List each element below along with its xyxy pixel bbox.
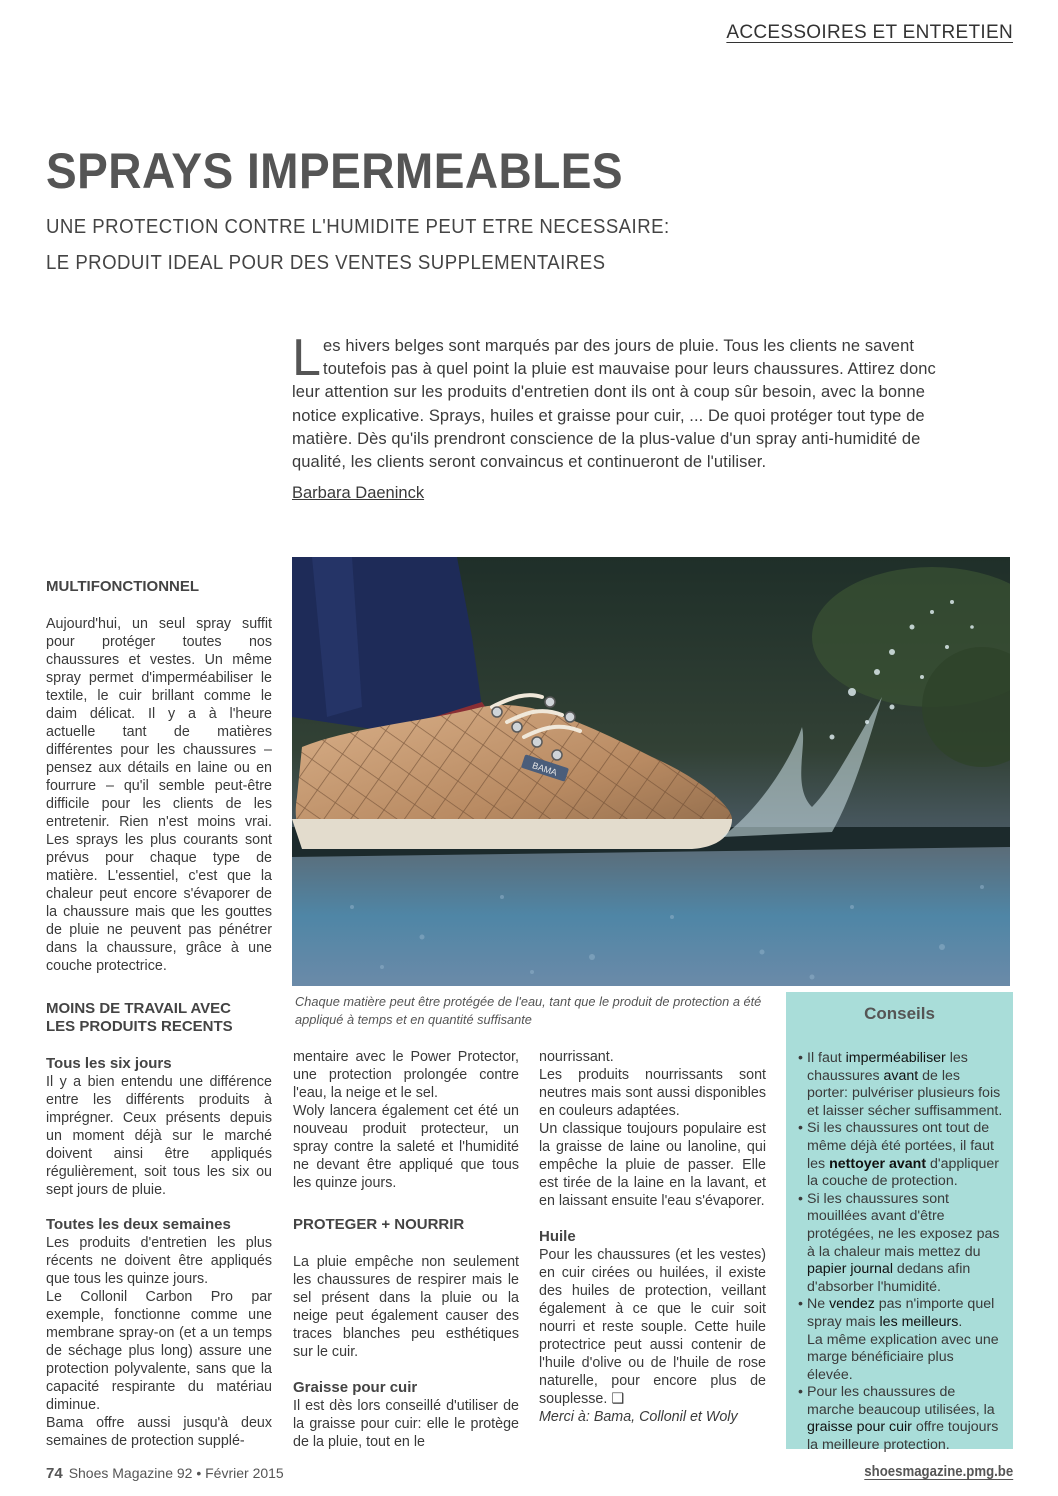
heading-moins-line1: MOINS DE TRAVAIL AVEC: [46, 1000, 232, 1017]
article-subtitle-line2: LE PRODUIT IDEAL POUR DES VENTES SUPPLEMENTAIRES: [46, 252, 606, 274]
tips-list: [798, 1050, 1003, 1455]
tip-text: Ne: [807, 1296, 830, 1313]
shoe-brand-tag: BAMA: [531, 760, 559, 778]
intro-dropcap: L: [292, 329, 322, 387]
paragraph-deux-semaines-3: Bama offre aussi jusqu'à deux semaines de protection supplé-: [46, 1415, 272, 1449]
paragraph-deux-semaines-2: Le Collonil Carbon Pro par exemple, fonctionne comme une membrane spray-on (et a un temps de séchage plus long) assure une protection polyvalente, sans que la capacité respirante du matériau diminue.: [46, 1289, 272, 1413]
photo-caption: Chaque matière peut être protégée de l'eau, tant que le produit de protection a été appliqué à temps et en quantité suffisante: [295, 994, 762, 1027]
tip-item: [798, 1120, 1003, 1190]
end-mark-icon: ❑: [611, 1391, 625, 1407]
tips-box: [786, 992, 1013, 1454]
footer-website-link[interactable]: shoesmagazine.pmg.be: [864, 1463, 1013, 1480]
heading-proteger-nourrir: PROTEGER + NOURRIR: [293, 1216, 465, 1233]
tips-title: Conseils: [864, 1004, 935, 1023]
tip-keyword: graisse pour cuir: [807, 1419, 912, 1436]
tip-text: Si les chaussures ont tout de même déjà été portées, il faut les: [807, 1120, 994, 1172]
paragraph-power-protector: mentaire avec le Power Protector, une protection prolongée contre l'eau, la neige et le sel.: [293, 1049, 519, 1101]
tip-text: les chaussures: [807, 1050, 968, 1084]
paragraph-multifonctionnel: Aujourd'hui, un seul spray suffit pour protéger toutes nos chaussures et vestes. Un même spray permet d'imperméabiliser le textile, le cuir brillant comme le daim délicat. Il y a à l'heure actuelle tant de matières différentes pour les chaussures – pensez aux détails en laine ou en fourrure – qu'il semble peut-être difficile pour les clients de les entretenir. Rien n'est moins vrai. Les sprays les plus courants sont prévus pour chaque type de matière. L'essentiel, c'est que la chaleur peut encore s'évaporer de la chaussure mais que les gouttes de pluie ne peuvent pas pénétrer dans la chaussure, grâce à une couche protectrice.: [46, 616, 272, 974]
tip-keyword: nettoyer avant: [829, 1155, 927, 1172]
paragraph-lanoline: Un classique toujours populaire est la graisse de laine ou lanoline, qui empêche la pluie de passer. Elle est tirée de la laine en la lavant, et en laissant ensuite l'eau s'évaporer.: [539, 1121, 766, 1209]
heading-deux-semaines: Toutes les deux semaines: [46, 1216, 231, 1233]
heading-six-jours: Tous les six jours: [46, 1055, 172, 1072]
tip-text: dedans afin d'absorber l'humidité.: [807, 1261, 971, 1295]
tip-item: [798, 1191, 1003, 1297]
heading-moins-line2: LES PRODUITS RECENTS: [46, 1018, 233, 1035]
paragraph-huile-text: Pour les chaussures (et les vestes) en cuir cirées ou huilées, il existe des huiles de protection, veillant également à ce que le cuir soit nourri et reste souple. Cette huile protectrice peut aussi contenir de l'huile d'olive ou de l'huile de rose naturelle, pour encore plus de souplesse.: [539, 1247, 766, 1407]
article-intro: [292, 329, 940, 474]
column-1: [46, 578, 272, 1450]
tip-text: pas n'importe quel spray mais: [807, 1296, 995, 1330]
paragraph-huile: [539, 1246, 766, 1408]
tip-text: .: [958, 1313, 963, 1330]
tip-keyword: les meilleurs: [879, 1313, 959, 1330]
tip-text: d'appliquer la couche de protection.: [807, 1155, 999, 1190]
heading-graisse-pour-cuir: Graisse pour cuir: [293, 1379, 418, 1396]
tip-item: [798, 1296, 1003, 1384]
column-2: [293, 1048, 519, 1451]
tip-text: Il faut: [807, 1050, 846, 1066]
tip-item: [798, 1384, 1003, 1454]
article-subtitle-line1: UNE PROTECTION CONTRE L'HUMIDITE PEUT ETRE NECESSAIRE:: [46, 216, 670, 238]
tip-text: La même explication avec une marge bénéficiaire plus élevée.: [807, 1331, 999, 1383]
column-3: [539, 1048, 766, 1426]
paragraph-woly: Woly lancera également cet été un nouveau produit protecteur, un spray contre la saleté et l'humidité ne devant être appliqué que tous les quinze jours.: [293, 1103, 519, 1191]
paragraph-graisse: Il est dès lors conseillé d'utiliser de la graisse pour cuir: elle le protège de la pluie, tout en le: [293, 1398, 519, 1450]
paragraph-neutres: Les produits nourrissants sont neutres mais sont aussi disponibles en couleurs adaptées.: [539, 1067, 766, 1119]
shoe-splash-illustration: [292, 557, 1010, 986]
tip-keyword: imperméabiliser: [845, 1050, 946, 1066]
heading-multifonctionnel: MULTIFONCTIONNEL: [46, 578, 200, 595]
page-number: 74: [46, 1465, 63, 1482]
article-title: SPRAYS IMPERMEABLES: [46, 143, 624, 199]
intro-text: es hivers belges sont marqués par des jours de pluie. Tous les clients ne savent toutefois pas à quel point la pluie est mauvaise pour leurs chaussures. Attirez donc leur attention sur les produits d'entretien dont ils ont à coup sûr besoin, avec la bonne notice explicative. Sprays, huiles et graisse pour cuir, ... De quoi protéger tout type de matière. Dès qu'ils prendront conscience de la plus-value d'un spray anti-humidité de qualité, les clients seront convaincus et continueront de l'utiliser.: [292, 337, 936, 472]
author-byline: Barbara Daeninck: [292, 484, 425, 502]
tip-text: offre toujours la meilleure protection.: [807, 1419, 999, 1454]
tip-item: [798, 1050, 1003, 1120]
tip-text: Pour les chaussures de marche beaucoup utilisées, la: [807, 1384, 995, 1418]
thanks-line: Merci à: Bama, Collonil et Woly: [539, 1409, 738, 1425]
shoe-splash-photo: [292, 557, 1010, 986]
section-header: ACCESSOIRES ET ENTRETIEN: [726, 22, 1013, 43]
paragraph-six-jours: Il y a bien entendu une différence entre les différents produits à imprégner. Ceux présents depuis un moment déjà sur le marché doivent ainsi être appliqués régulièrement, soit tous les six ou sept jours de pluie.: [46, 1074, 272, 1198]
paragraph-proteger: La pluie empêche non seulement les chaussures de respirer mais le sel présent dans la pluie ou la neige peut également causer des traces blanches peu esthétiques sur le cuir.: [293, 1254, 519, 1360]
footer-issue: [46, 1465, 284, 1482]
tip-keyword: avant: [883, 1067, 919, 1084]
tip-keyword: papier journal: [807, 1261, 893, 1278]
heading-moins-de-travail: [46, 1000, 272, 1036]
tip-text: Si les chaussures sont mouillées avant d'être protégées, ne les exposez pas à la chaleur mais mettez du: [807, 1190, 1000, 1260]
issue-info: Shoes Magazine 92 • Février 2015: [68, 1465, 284, 1481]
heading-huile: Huile: [539, 1228, 576, 1245]
tip-text: de les porter: pulvériser plusieurs fois et laisser sécher suffisamment.: [807, 1067, 1003, 1119]
tip-keyword: vendez: [829, 1296, 875, 1313]
paragraph-deux-semaines-1: Les produits d'entretien les plus récents ne doivent être appliqués que tous les quinze jours.: [46, 1235, 272, 1287]
paragraph-nourrissant: nourrissant.: [539, 1049, 614, 1065]
